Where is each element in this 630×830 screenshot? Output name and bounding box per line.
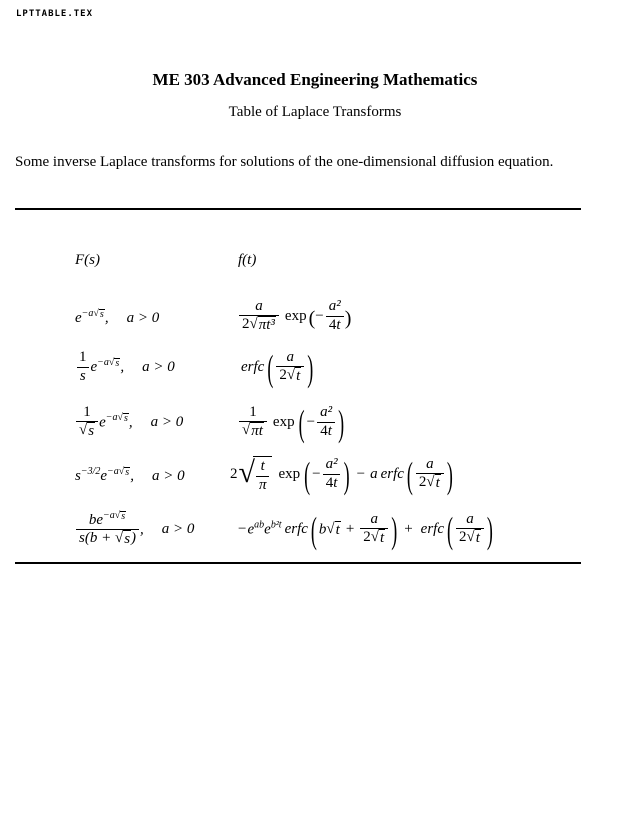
fraction [416, 456, 444, 492]
sqrt [93, 309, 104, 320]
radical-sign-icon: √ [79, 422, 88, 439]
exponent [82, 308, 105, 319]
den-coef: 4 [325, 474, 334, 491]
frac-den [76, 421, 98, 440]
right-paren: ) [343, 454, 350, 496]
radicand: t [380, 530, 385, 547]
radical-sign-icon: √ [370, 529, 380, 546]
frac-den [416, 473, 444, 492]
sqrt [115, 511, 126, 522]
frac-num: a [286, 349, 295, 366]
e-base: e [247, 521, 255, 538]
radical-sign-icon: √ [238, 456, 255, 489]
header-ft: f(t) [238, 252, 257, 268]
sqrt [250, 316, 276, 334]
minus-sign: − [238, 521, 247, 538]
exponent-coef: −a [107, 465, 119, 477]
plus-operator: + [404, 521, 413, 538]
fraction [76, 349, 90, 385]
sqrt [326, 521, 340, 539]
exp-function: exp [284, 308, 307, 325]
erfc-function: erfc [284, 521, 308, 538]
frac-num: t [260, 458, 265, 475]
e-base: e [96, 512, 104, 529]
frac-den [276, 366, 304, 385]
fraction [76, 510, 139, 548]
radicand: s [99, 308, 104, 320]
fraction [317, 404, 335, 440]
frac-num [86, 510, 129, 529]
left-paren: ( [308, 307, 316, 330]
bottom-horizontal-rule [15, 562, 581, 564]
left-paren: ( [267, 347, 274, 389]
left-paren: ( [447, 509, 453, 551]
a-var: a [370, 466, 378, 483]
erfc-function: erfc [380, 466, 404, 483]
frac-num: a [426, 456, 434, 473]
exponent [97, 357, 120, 368]
ft-cell [230, 456, 580, 494]
den-post: ) [131, 530, 137, 547]
table-row [75, 503, 580, 557]
fraction [76, 404, 98, 440]
frac-den [326, 316, 344, 334]
radical-sign-icon: √ [108, 357, 115, 369]
exp-function: exp [272, 414, 295, 431]
sqrt [242, 422, 264, 440]
ft-cell [238, 509, 580, 551]
fraction [276, 349, 304, 385]
radicand: s [121, 511, 126, 523]
radical-sign-icon: √ [249, 316, 258, 333]
right-paren: ) [391, 509, 398, 551]
exponent-coef: −a [97, 357, 109, 369]
sqrt [119, 467, 130, 478]
page-title: ME 303 Advanced Engineering Mathematics [152, 70, 478, 89]
exponent: −3/2 [80, 465, 101, 477]
sqrt [467, 529, 481, 547]
left-paren: ( [310, 509, 317, 551]
radical-sign-icon: √ [117, 412, 123, 424]
header-fs: F(s) [75, 252, 100, 268]
radical-sign-icon: √ [93, 307, 99, 319]
exponent [103, 510, 126, 521]
fraction [256, 458, 270, 494]
e-base: e [90, 359, 98, 376]
den-coef: 4 [328, 316, 337, 333]
comma: , [128, 414, 133, 431]
exp-function: exp [278, 466, 301, 483]
radical-sign-icon: √ [426, 474, 435, 491]
den-coef: 2 [363, 529, 371, 546]
frac-num: a² [325, 456, 338, 473]
fs-cell [75, 308, 238, 327]
radical-sign-icon: √ [118, 465, 125, 477]
description-paragraph: Some inverse Laplace transforms for solutions of the one-dimensional diffusion equation. [15, 154, 554, 170]
exponent: b²t [270, 519, 282, 531]
frac-num: a [255, 298, 263, 315]
fs-cell [75, 350, 238, 386]
frac-den [323, 474, 341, 492]
radicand: πt³ [258, 317, 275, 334]
right-paren: ) [344, 307, 352, 330]
radicand: s [115, 358, 120, 370]
left-paren: ( [304, 454, 311, 496]
exponent: ab [254, 519, 265, 531]
radical-sign-icon: √ [114, 530, 124, 547]
frac-den [239, 315, 279, 334]
frac-den [317, 422, 335, 440]
condition: a > 0 [126, 309, 160, 326]
fs-cell [75, 466, 238, 485]
radicand: s [124, 531, 131, 548]
right-paren: ) [338, 402, 345, 444]
table-row [75, 449, 580, 501]
exponent [107, 466, 130, 477]
frac-num: a [466, 511, 474, 528]
table-row [75, 294, 580, 340]
filename-label: LPTTABLE.TEX [16, 9, 94, 19]
radicand: s [125, 466, 130, 478]
radicand [253, 456, 273, 494]
minus-sign: − [312, 466, 321, 483]
fraction [323, 456, 341, 492]
frac-num: 1 [249, 404, 257, 421]
minus-sign: − [306, 414, 316, 431]
comma: , [120, 359, 125, 376]
frac-den [76, 529, 139, 548]
minus-operator: − [356, 466, 366, 483]
frac-den: π [256, 476, 270, 494]
table-row [75, 344, 580, 392]
sqrt [115, 530, 131, 548]
condition: a > 0 [142, 359, 175, 376]
comma: , [104, 309, 109, 326]
sqrt [118, 413, 129, 424]
top-horizontal-rule [15, 208, 581, 210]
right-paren: ) [446, 454, 453, 496]
radical-sign-icon: √ [242, 422, 251, 439]
den-coef: 2 [459, 529, 467, 546]
ft-cell [238, 347, 580, 389]
comma: , [130, 467, 134, 484]
radical-sign-icon: √ [114, 510, 121, 522]
sqrt [79, 422, 95, 440]
sqrt [426, 474, 440, 492]
sqrt [109, 358, 120, 369]
condition: a > 0 [150, 414, 184, 431]
e-base: e [264, 521, 271, 538]
plus-operator: + [345, 521, 355, 538]
ft-cell [238, 402, 580, 444]
ft-cell [238, 299, 580, 335]
fraction [360, 511, 388, 547]
sqrt [239, 456, 273, 494]
radical-sign-icon: √ [286, 367, 296, 384]
left-paren: ( [406, 454, 413, 496]
den-coef: 2 [279, 367, 287, 384]
radicand: t [435, 475, 440, 492]
radicand: t [475, 530, 480, 547]
frac-num: a [370, 511, 378, 528]
e-base: e [100, 467, 108, 484]
right-paren: ) [307, 347, 314, 389]
right-paren: ) [486, 509, 493, 551]
fraction [326, 298, 344, 334]
erfc-function: erfc [241, 359, 265, 376]
minus-sign: − [315, 308, 324, 325]
den-var: t [333, 474, 338, 491]
den-coef: 2 [242, 316, 250, 333]
condition: a > 0 [151, 467, 185, 484]
radicand: s [88, 423, 95, 440]
den-coef: 4 [320, 422, 328, 439]
radicand: t [296, 368, 301, 385]
fs-cell [75, 405, 238, 441]
table-header-row [75, 252, 580, 282]
den-coef: 2 [418, 474, 427, 491]
frac-den [360, 528, 388, 547]
frac-num: 1 [83, 404, 91, 421]
fraction [456, 511, 484, 547]
frac-den [456, 528, 484, 547]
radicand: t [335, 522, 340, 539]
b-var: b [318, 521, 327, 538]
fs-cell [75, 511, 238, 549]
frac-num: a² [320, 404, 333, 421]
condition: a > 0 [161, 521, 195, 538]
radical-sign-icon: √ [466, 529, 475, 546]
den-pre: s(b + [79, 530, 115, 547]
comma: , [140, 521, 144, 538]
den-var: t [336, 316, 341, 333]
s-base: s [75, 467, 81, 484]
radicand: πt [251, 423, 263, 440]
frac-den [239, 421, 267, 440]
exponent [106, 412, 129, 423]
exponent-coef: −a [81, 307, 94, 319]
frac-den: s [77, 367, 89, 385]
sqrt [371, 529, 385, 547]
radical-sign-icon: √ [326, 521, 335, 538]
e-base: e [75, 309, 82, 326]
frac-num: a² [328, 298, 341, 315]
den-var: t [327, 422, 332, 439]
frac-num: 1 [79, 349, 87, 366]
sqrt [287, 367, 301, 385]
radicand: s [124, 413, 128, 425]
left-paren: ( [298, 402, 305, 444]
erfc-function: erfc [420, 521, 444, 538]
exponent-coef: −a [105, 412, 118, 424]
page-subtitle: Table of Laplace Transforms [228, 104, 402, 120]
b-var: b [88, 512, 97, 529]
coefficient: 2 [230, 466, 238, 483]
fraction [239, 298, 279, 334]
e-base: e [99, 414, 106, 431]
exponent-coef: −a [103, 510, 115, 522]
table-row [75, 397, 580, 449]
fraction [239, 404, 267, 440]
